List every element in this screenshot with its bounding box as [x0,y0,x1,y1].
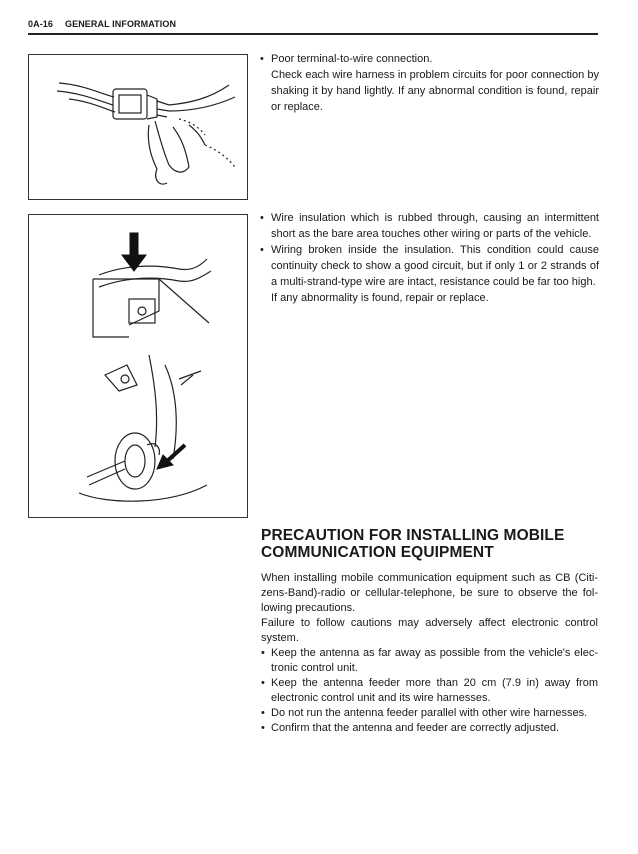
bullet-icon: • [260,53,264,65]
bullet-item [261,646,598,676]
bullet-text: Keep the antenna as far away as possible from the vehicle's elec-tronic control unit. [271,647,598,674]
bullet-item [261,676,598,706]
bullet-text: Confirm that the antenna and feeder are correctly adjusted. [271,722,560,734]
wire-insulation-text [259,210,599,306]
connector-drawing [29,55,247,199]
bullet-item [261,706,598,721]
title-line: PRECAUTION FOR INSTALLING MOBILE [261,527,565,544]
warning-paragraph: Failure to follow cautions may adversely affect electronic control system. [261,617,598,644]
bullet-icon: • [261,707,265,719]
connector-illustration [28,54,248,200]
bullet-text: Wire insulation which is rubbed through, causing an intermittent short as the bare area touches other wiring or parts of the vehicle. [271,212,599,240]
bullet-icon: • [261,677,265,689]
bullet-text: Poor terminal-to-wire connection. [271,53,433,65]
section-title [261,527,601,561]
bullet-icon: • [260,212,264,224]
bullet-icon: • [261,722,265,734]
paragraph: Check each wire harness in problem circuits for poor connection by shaking it by hand lightly. If any abnormal condition is found, repair or replace. [271,69,599,113]
bullet-item [261,721,598,736]
wire-insulation-illustration [28,214,248,518]
precaution-text [261,571,598,736]
paragraph: If any abnormality is found, repair or replace. [271,292,489,304]
page-header [28,15,598,35]
bullet-icon: • [260,244,264,256]
title-line: COMMUNICATION EQUIPMENT [261,544,494,561]
bullet-text: Wiring broken inside the insulation. This condition could cause continuity check to show a good circuit, but if only 1 or 2 strands of a multi-strand-type wire are intact, resistance could be far too high. [271,244,599,288]
wire-damage-drawing [29,215,247,517]
intro-paragraph: When installing mobile communication equipment such as CB (Citi-zens-Band)-radio or cellular-telephone, be sure to observe the fol-lowing precautions. [261,572,598,614]
terminal-connection-text [259,51,599,115]
bullet-text: Keep the antenna feeder more than 20 cm (7.9 in) away from electronic control unit and its wire harnesses. [271,677,598,704]
section-name: GENERAL INFORMATION [65,19,177,29]
page-number: 0A-16 [28,19,54,29]
bullet-icon: • [261,647,265,659]
bullet-item [259,210,599,242]
bullet-item [259,242,599,290]
bullet-text: Do not run the antenna feeder parallel with other wire harnesses. [271,707,588,719]
bullet-item [259,51,599,67]
